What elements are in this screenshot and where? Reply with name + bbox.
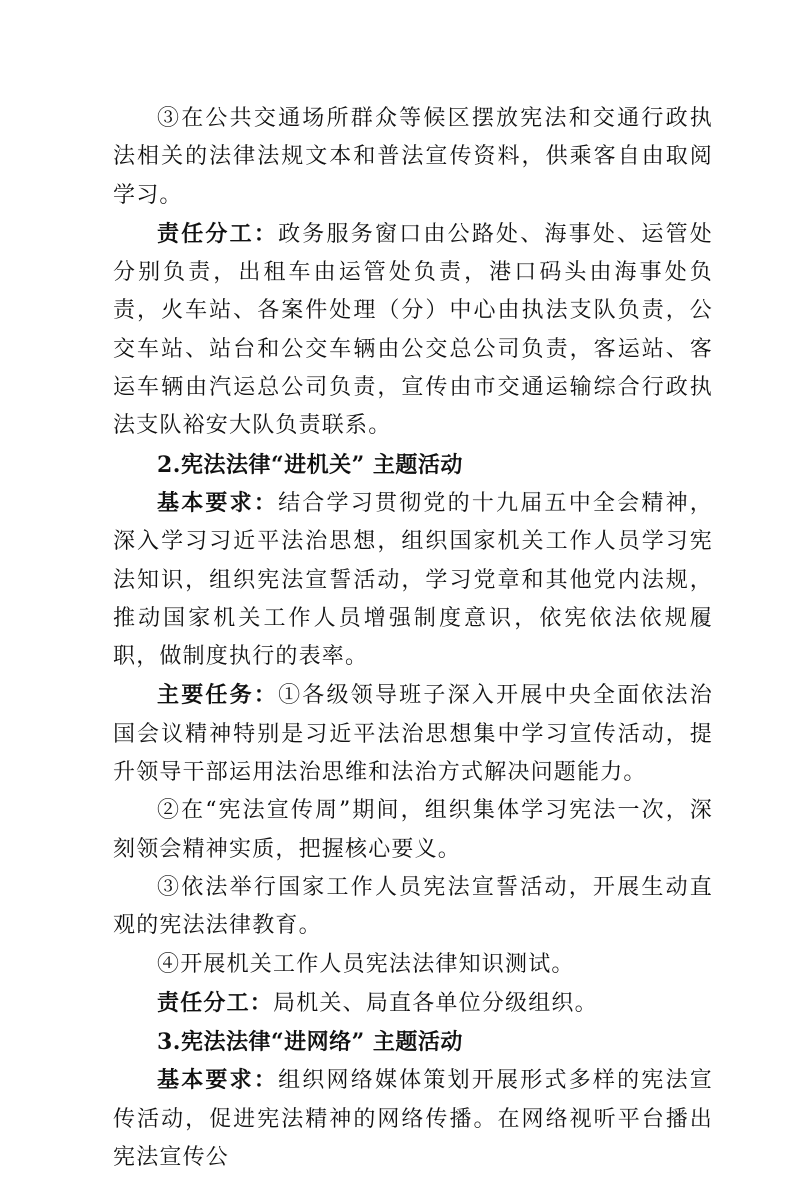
paragraph-text: ①各级领导班子深入开展中央全面依法治国会议精神特别是习近平法治思想集中学习宣传活动，提升领导干部运用法治思维和法治方式解决问题能力。 bbox=[113, 683, 713, 786]
paragraph-text: ③在公共交通场所群众等候区摆放宪法和交通行政执法相关的法律法规文本和普法宣传资料，供乘客自由取阅学习。 bbox=[113, 106, 713, 208]
paragraph-text: ③依法举行国家工作人员宪法宣誓活动，开展生动直观的宪法法律教育。 bbox=[113, 874, 713, 939]
paragraph-item3-public-transport bbox=[113, 100, 713, 215]
paragraph-main-tasks-2 bbox=[113, 676, 713, 792]
paragraph-text: ④开展机关工作人员宪法法律知识测试。 bbox=[157, 951, 575, 977]
paragraph-lead: 主要任务： bbox=[157, 682, 279, 709]
paragraph-responsibility-1 bbox=[113, 215, 713, 446]
paragraph-task-4 bbox=[113, 946, 713, 984]
section-heading-3: 3.宪法法律“进网络” 主题活动 bbox=[157, 1029, 463, 1056]
paragraph-lead: 基本要求： bbox=[157, 489, 279, 516]
paragraph-text: 政务服务窗口由公路处、海事处、运管处分别负责，出租车由运管处负责，港口码头由海事处负责，火车站、各案件处理（分）中心由执法支队负责，公交车站、站台和公交车辆由公交总公司负责，客运站、客运车辆由汽运总公司负责，宣传由市交通运输综合行政执法支队裕安大队负责联系。 bbox=[113, 221, 713, 439]
paragraph-text: ②在“宪法宣传周”期间，组织集体学习宪法一次，深刻领会精神实质，把握核心要义。 bbox=[113, 798, 713, 862]
section-heading-2: 2.宪法法律“进机关” 主题活动 bbox=[157, 451, 463, 478]
paragraph-text: 局机关、局直各单位分级组织。 bbox=[273, 990, 598, 1016]
paragraph-lead: 责任分工： bbox=[157, 220, 279, 247]
paragraph-lead: 责任分工： bbox=[157, 989, 274, 1016]
paragraph-text: 结合学习贯彻党的十九届五中全会精神，深入学习习近平法治思想，组织国家机关工作人员学习宪法知识，组织宪法宣誓活动，学习党章和其他党内法规，推动国家机关工作人员增强制度意识，依宪依法依规履职，做制度执行的表率。 bbox=[113, 490, 713, 670]
paragraph-responsibility-2 bbox=[113, 984, 713, 1023]
paragraph-text: 组织网络媒体策划开展形式多样的宪法宣传活动，促进宪法精神的网络传播。在网络视听平台播出宪法宣传公 bbox=[113, 1068, 713, 1171]
paragraph-task-2 bbox=[113, 792, 713, 869]
document-body bbox=[113, 100, 713, 1177]
paragraph-lead: 基本要求： bbox=[157, 1067, 279, 1094]
paragraph-basic-requirements-2 bbox=[113, 484, 713, 676]
paragraph-basic-requirements-3 bbox=[113, 1061, 713, 1177]
paragraph-task-3 bbox=[113, 869, 713, 946]
